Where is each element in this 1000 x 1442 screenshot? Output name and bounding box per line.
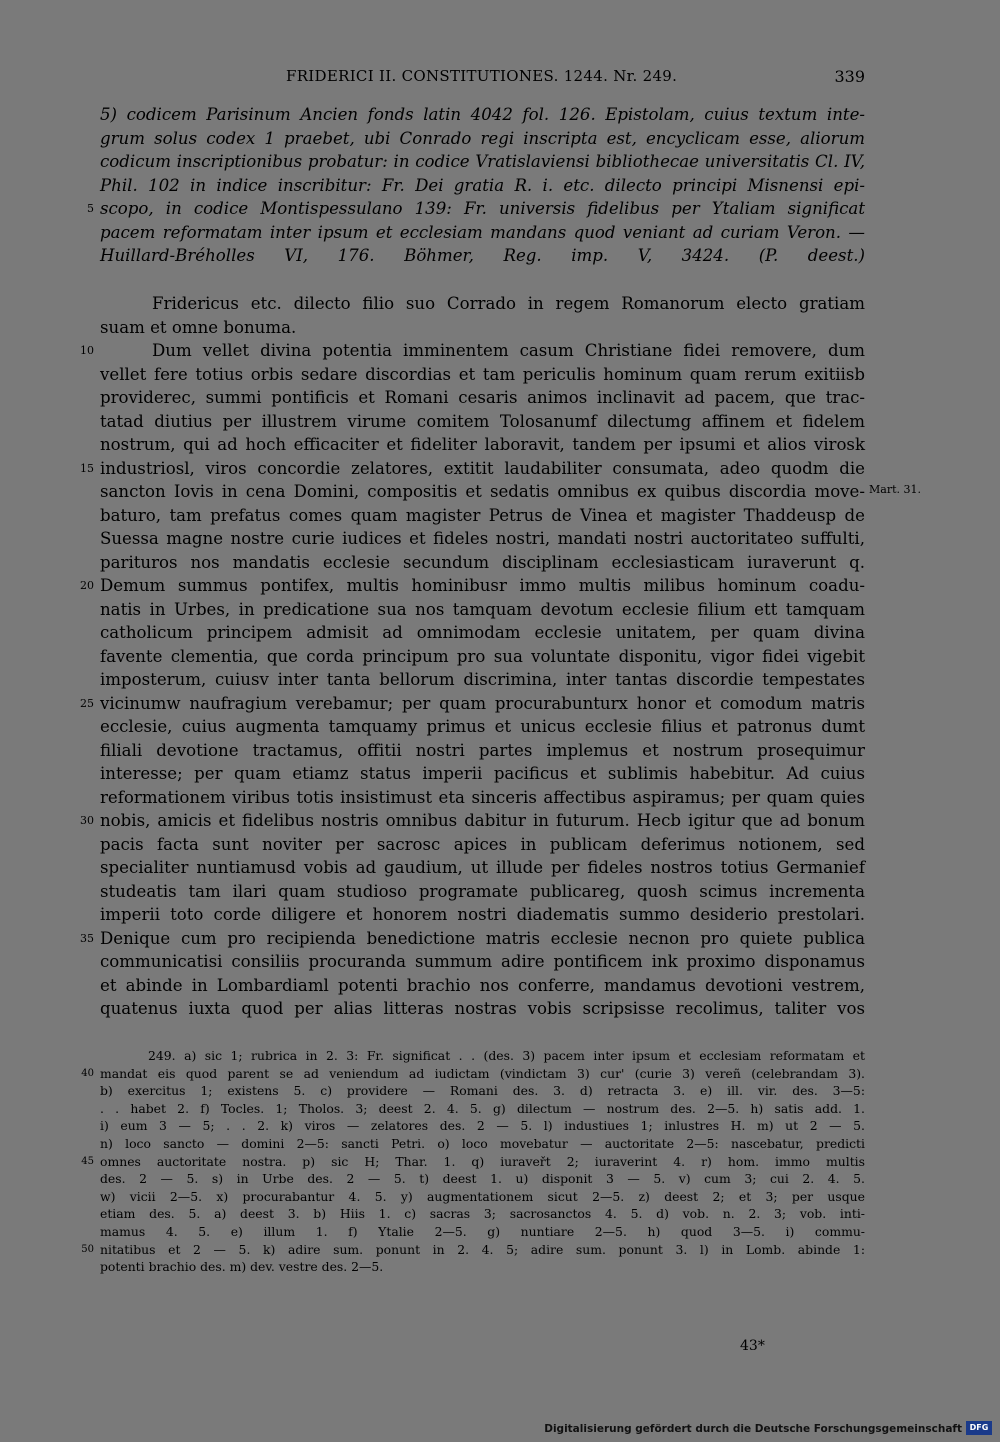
source-note-line-text: 5) codicem Parisinum Ancien fonds latin 4042 fol. 126. Epistolam, cuius textum inte- [100, 105, 865, 124]
main-text-line [100, 621, 865, 645]
footnote-line-text: potenti brachio des. m) dev. vestre des. 2—5. [100, 1259, 384, 1275]
main-text-line-text: nostrum, qui ad hoch efficaciter et fideliter laboravit, tandem per ipsumi et alios virosk [100, 435, 865, 454]
source-note-line [100, 174, 865, 198]
main-text-line-text: Fridericus etc. dilecto filio suo Corrado in regem Romanorum electo gratiam [152, 294, 865, 313]
footnote-line [81, 1153, 865, 1171]
source-note-line-text: Phil. 102 in indice inscribitur: Fr. Dei gratia R. i. etc. dilecto principi Misnensi epi- [100, 175, 865, 195]
main-text-line [100, 645, 865, 669]
main-text-line [100, 974, 865, 998]
footnote-line [100, 1047, 865, 1065]
main-text-line [100, 856, 865, 880]
main-text-line [100, 316, 865, 340]
main-text-line [100, 386, 865, 410]
page-header [100, 67, 865, 93]
main-text-line-text: baturo, tam prefatus comes quam magister Petrus de Vinea et magister Thaddeusp de [100, 505, 865, 525]
main-text-line [80, 692, 865, 716]
footnote-line [100, 1170, 865, 1188]
main-text-line-text: et abinde in Lombardiaml potenti brachio nos conferre, mandamus devotioni vestrem, [100, 975, 865, 995]
footnotes [81, 1047, 865, 1276]
main-text-line [100, 292, 865, 316]
main-text-line [100, 363, 865, 387]
footnote-line [100, 1258, 865, 1276]
main-text-line [100, 715, 865, 739]
footer-bar [0, 1412, 1000, 1442]
footnote-line-text: des. 2 — 5. s) in Urbe des. 2 — 5. t) deest 1. u) disponit 3 — 5. v) cum 3; cui 2. 4. 5. [100, 1171, 865, 1187]
source-note-line-text: pacem reformatam inter ipsum et ecclesiam mandans quod veniant ad curiam Veron. — [100, 222, 865, 242]
running-head: FRIDERICI II. CONSTITUTIONES. 1244. Nr. 249. [286, 67, 678, 85]
main-text-line-text: sancton Iovis in cena Domini, compositis et sedatis omnibus ex quibus discordia move- [100, 482, 865, 501]
main-text-line-text: imposterum, cuiusv inter tanta bellorum discrimina, inter tantas discordie tempestates [100, 670, 865, 689]
main-text-line-text: reformationem viribus totis insistimust eta sinceris affectibus aspiramus; per quam quies [100, 787, 865, 807]
footnote-line-text: . . habet 2. f) Tocles. 1; Tholos. 3; deest 2. 4. 5. g) dilectum — nostrum des. 2—5. h) satis add. 1. [100, 1100, 865, 1116]
main-text-line-text: studeatis tam ilari quam studioso programate publicareg, quosh scimus incrementa [100, 881, 865, 901]
main-text-line-text: suam et omne bonuma. [100, 317, 297, 337]
main-text-line [100, 997, 865, 1021]
footnote-line-text: mandat eis quod parent se ad veniendum ad iudictam (vindictam 3) cur' (curie 3) vereñ (celebrandam 3). [100, 1065, 865, 1081]
main-text-line-text: vellet fere totius orbis sedare discordias et tam periculis hominum quam rerum exitiisb [100, 364, 865, 384]
footnote-line-text: w) vicii 2—5. x) procurabantur 4. 5. y) augmentationem sicut 2—5. z) deest 2; et 3; per usque [100, 1188, 865, 1204]
main-text-line [100, 762, 865, 786]
line-number: 30 [80, 814, 94, 827]
page-number: 339 [834, 67, 865, 86]
main-text-line-text: providerec, summi pontificis et Romani cesaris animos inclinavit ad pacem, que trac- [100, 388, 865, 407]
footnote-line [100, 1135, 865, 1153]
source-note-line [100, 127, 865, 151]
line-number: 5 [87, 202, 94, 215]
source-note-line [100, 221, 865, 245]
footnote-line [100, 1117, 865, 1135]
line-number: 20 [80, 579, 94, 592]
main-text-line-text: Dum vellet divina potentia imminentem casum Christiane fidei removere, dum [152, 341, 865, 360]
main-text-line [100, 739, 865, 763]
footnote-line [100, 1188, 865, 1206]
footnote-line [100, 1082, 865, 1100]
main-text [80, 292, 865, 1021]
line-number: 40 [81, 1067, 94, 1079]
line-number: 50 [81, 1243, 94, 1255]
main-text-line-text: parituros nos mandatis ecclesie secundum disciplinam ecclesiasticam iuraverunt q. [100, 552, 865, 572]
source-note-line-text: codicum inscriptionibus probatur: in codice Vratislaviensi bibliothecae universitatis Cl. IV, [100, 152, 865, 171]
line-number: 35 [80, 931, 94, 945]
main-text-line-text: filiali devotione tractamus, offitii nostri partes implemus et nostrum prosequimur [100, 740, 865, 760]
line-number: 15 [80, 461, 94, 475]
footnote-line [100, 1205, 865, 1223]
main-text-line-text: pacis facta sunt noviter per sacrosc apices in publicam deferimus notionem, sed [100, 834, 865, 854]
main-text-line [100, 903, 865, 927]
main-text-line [100, 433, 865, 457]
line-number: 45 [81, 1155, 94, 1167]
main-text-line [100, 880, 865, 904]
source-note-line-text: Huillard-Bréholles VI, 176. Böhmer, Reg. imp. V, 3424. (P. deest.) [100, 246, 865, 265]
main-text-line [100, 480, 865, 504]
main-text-line [100, 598, 865, 622]
line-number: 25 [80, 696, 94, 710]
main-text-line [100, 786, 865, 810]
main-text-line [80, 927, 865, 951]
source-note-line [100, 150, 865, 174]
main-text-line [80, 457, 865, 481]
footnote-line-text: 249. a) sic 1; rubrica in 2. 3: Fr. significat . . (des. 3) pacem inter ipsum et ecclesiam reformatam et [148, 1048, 865, 1063]
footnote-line [81, 1241, 865, 1259]
main-text-line-text: tatad diutius per illustrem virume comitem Tolosanumf dilectumg affinem et fidelem [100, 411, 865, 431]
main-text-line [80, 809, 865, 833]
source-note-line-text: scopo, in codice Montispessulano 139: Fr. universis fidelibus per Ytaliam significat [100, 199, 865, 218]
main-text-line [100, 668, 865, 692]
margin-note: Mart. 31. [869, 483, 921, 496]
source-note-line [87, 197, 865, 221]
main-text-line [100, 833, 865, 857]
main-text-line-text: ecclesie, cuius augmenta tamquamy primus et unicus ecclesie filius et patronus dumt [100, 717, 865, 736]
source-note-line-text: grum solus codex 1 praebet, ubi Conrado regi inscripta est, encyclicam esse, aliorum [100, 128, 865, 148]
main-text-line-text: imperii toto corde diligere et honorem nostri diadematis summo desiderio prestolari. [100, 905, 865, 924]
main-text-line-text: Denique cum pro recipienda benedictione matris ecclesie necnon pro quiete publica [100, 928, 865, 948]
footnote-line-text: omnes auctoritate nostra. p) sic H; Thar. 1. q) iuraveřt 2; iuraverint 4. r) hom. immo multis [100, 1153, 865, 1169]
source-note [87, 103, 865, 268]
main-text-line [100, 527, 865, 551]
footnote-line [100, 1223, 865, 1241]
line-number: 10 [80, 344, 94, 357]
main-text-line-text: Suessa magne nostre curie iudices et fideles nostri, mandati nostri auctoritateo suffulti, [100, 529, 865, 548]
footnote-line-text: etiam des. 5. a) deest 3. b) Hiis 1. c) sacras 3; sacrosanctos 4. 5. d) vob. n. 2. 3; vob. inti- [100, 1206, 865, 1222]
main-text-line-text: catholicum principem admisit ad omnimodam ecclesie unitatem, per quam divina [100, 623, 865, 642]
main-text-line [100, 504, 865, 528]
folio-signature: 43* [740, 1338, 765, 1354]
main-text-line-text: natis in Urbes, in predicatione sua nos tamquam devotum ecclesie filium ett tamquam [100, 599, 865, 619]
main-text-line-text: communicatisi consiliis procuranda summum adire pontificem ink proximo disponamus [100, 952, 865, 971]
footnote-line-text: n) loco sancto — domini 2—5: sancti Petri. o) loco movebatur — auctoritate 2—5: nascebatur, predicti [100, 1135, 865, 1151]
footer-credit: Digitalisierung gefördert durch die Deutsche Forschungsgemeinschaft [544, 1423, 962, 1435]
footnote-line-text: i) eum 3 — 5; . . 2. k) viros — zelatores des. 2 — 5. l) industiues 1; inlustres H. m) ut 2 — 5. [100, 1118, 865, 1134]
footnote-line [100, 1100, 865, 1118]
main-text-line-text: nobis, amicis et fidelibus nostris omnibus dabitur in futurum. Hecb igitur que ad bonum [100, 811, 865, 830]
main-text-line [100, 551, 865, 575]
source-note-line [100, 244, 865, 268]
main-text-line-text: interesse; per quam etiamz status imperii pacificus et sublimis habebitur. Ad cuius [100, 764, 865, 783]
footnote-line-text: nitatibus et 2 — 5. k) adire sum. ponunt in 2. 4. 5; adire sum. ponunt 3. l) in Lomb. abinde 1: [100, 1241, 865, 1257]
main-text-line-text: industriosl, viros concordie zelatores, extitit laudabiliter consumata, adeo quodm die [100, 458, 865, 478]
main-text-line-text: favente clementia, que corda principum pro sua voluntate disponitu, vigor fidei vigebit [100, 646, 865, 666]
main-text-line [100, 410, 865, 434]
main-text-line-text: quatenus iuxta quod per alias litteras nostras vobis scripsisse recolimus, taliter vos [100, 999, 865, 1018]
main-text-line [80, 574, 865, 598]
source-note-line [100, 103, 865, 127]
main-text-line [80, 339, 865, 363]
main-text-line-text: vicinumw naufragium verebamur; per quam procurabunturx honor et comodum matris [100, 693, 865, 713]
main-text-line [100, 950, 865, 974]
main-text-line-text: Demum summus pontifex, multis hominibusr immo multis milibus hominum coadu- [100, 576, 865, 595]
dfg-logo[interactable]: DFG [966, 1421, 992, 1435]
footnote-line-text: mamus 4. 5. e) illum 1. f) Ytalie 2—5. g) nuntiare 2—5. h) quod 3—5. i) commu- [100, 1223, 865, 1239]
main-text-line-text: specialiter nuntiamusd vobis ad gaudium, ut illude per fideles nostros totius Germanief [100, 858, 865, 877]
footnote-line-text: b) exercitus 1; existens 5. c) providere — Romani des. 3. d) retracta 3. e) ill. vir. des. 3—5: [100, 1083, 865, 1099]
footnote-line [81, 1065, 865, 1083]
